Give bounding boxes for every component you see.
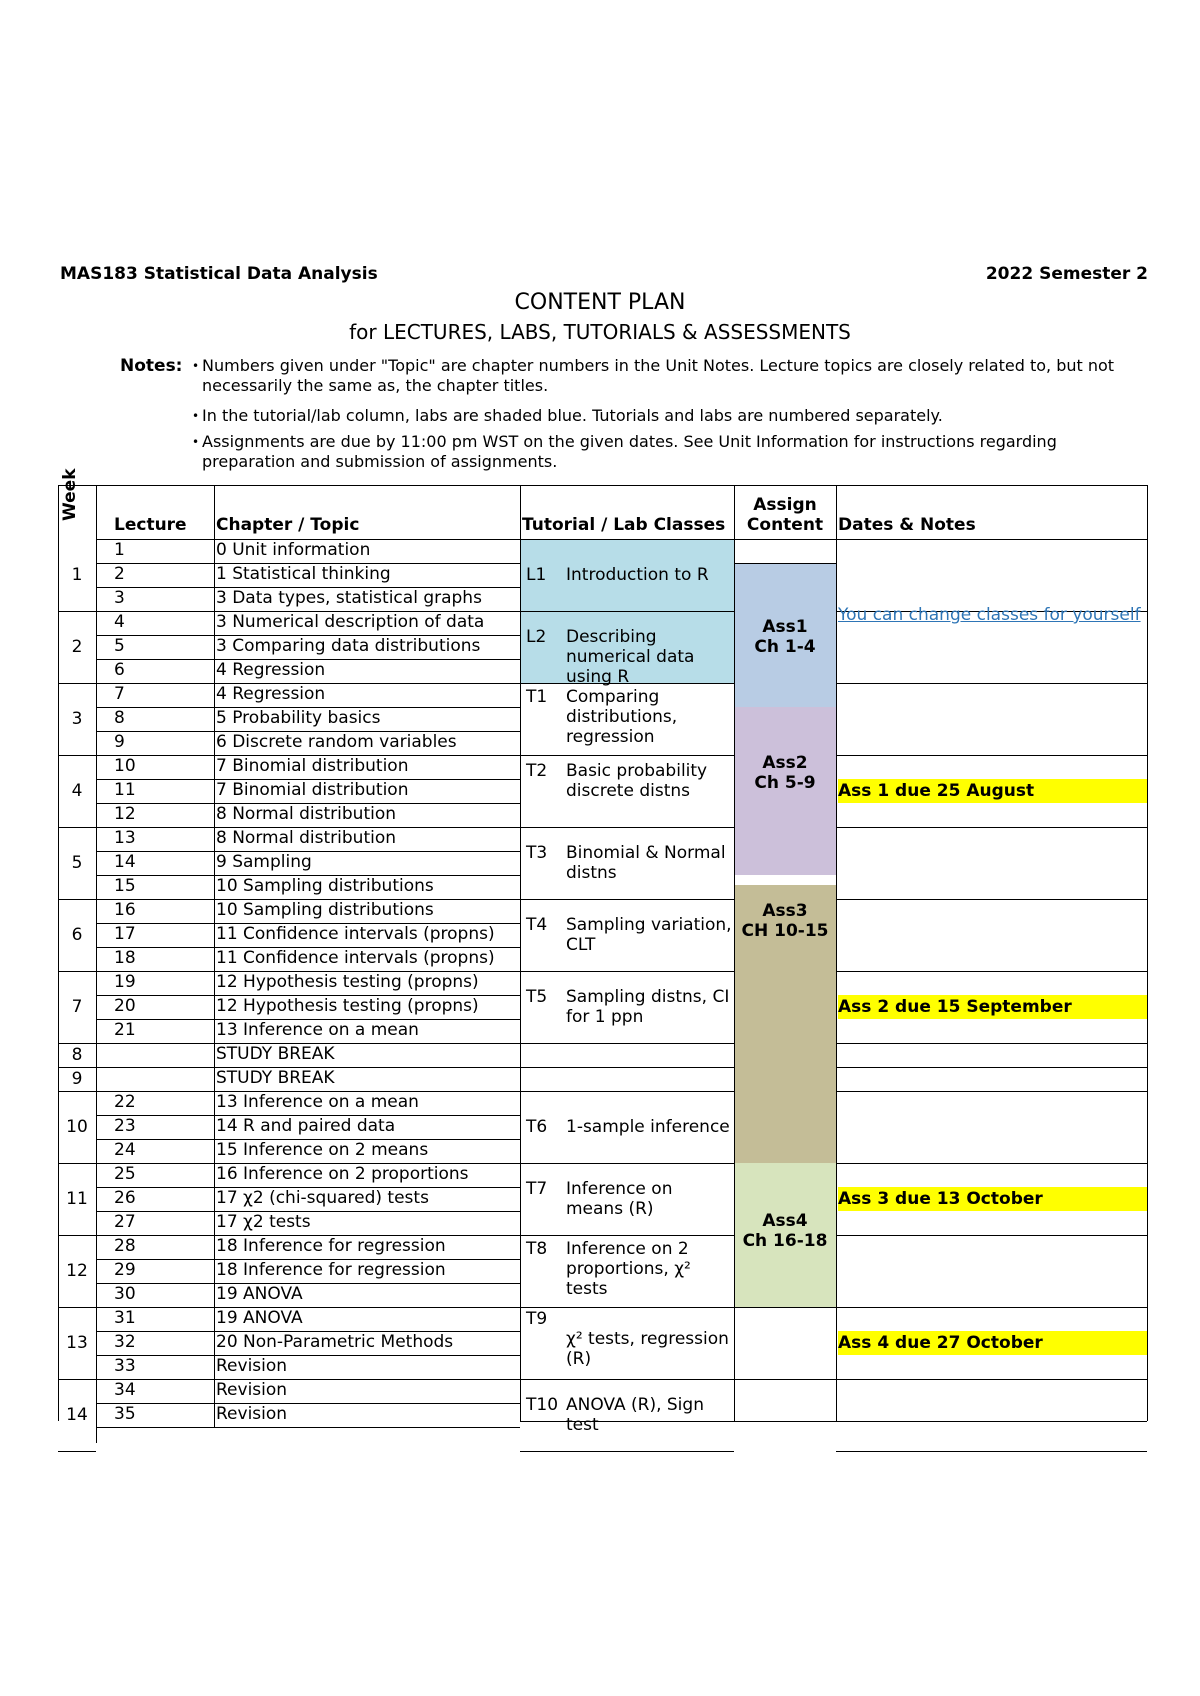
week-line [58, 1091, 96, 1092]
assignment-name: Ass3 [762, 901, 808, 921]
tutorial-code: T2 [526, 761, 548, 781]
topic-cell: 20 Non-Parametric Methods [216, 1332, 454, 1352]
week-line [58, 755, 96, 756]
topic-cell: 8 Normal distribution [216, 828, 397, 848]
week-line [58, 611, 96, 612]
lecture-number: 23 [114, 1116, 136, 1136]
topic-cell: 10 Sampling distributions [216, 900, 434, 920]
assignment-chapters: CH 10-15 [741, 921, 829, 941]
week-number: 1 [71, 565, 83, 585]
topic-cell: 4 Regression [216, 684, 326, 704]
tutorial-code: T6 [526, 1117, 548, 1137]
tutorial-description: Inference on 2 proportions, χ² tests [566, 1239, 691, 1299]
topic-cell: 17 χ2 tests [216, 1212, 311, 1232]
lecture-number: 3 [114, 588, 125, 608]
lecture-number: 11 [114, 780, 136, 800]
topic-cell: 11 Confidence intervals (propns) [216, 924, 495, 944]
lecture-number: 17 [114, 924, 136, 944]
tutorial-cell [526, 627, 732, 687]
tutorial-cell [526, 915, 732, 955]
week-line [58, 1379, 96, 1380]
assignment-due-2: Ass 2 due 15 September [838, 995, 1147, 1019]
lecture-number: 35 [114, 1404, 136, 1424]
topic-cell: 4 Regression [216, 660, 326, 680]
topic-cell: 7 Binomial distribution [216, 780, 409, 800]
tutorial-line [520, 1379, 734, 1380]
lecture-number: 29 [114, 1260, 136, 1280]
notes-line [836, 1043, 1147, 1044]
column-line [58, 485, 59, 1421]
topic-cell: Revision [216, 1356, 288, 1376]
assign-header-2: Content [746, 515, 824, 535]
tutorial-code: T3 [526, 843, 548, 863]
lecture-number: 12 [114, 804, 136, 824]
tutorial-line [520, 1043, 734, 1044]
assignment-due-3: Ass 3 due 13 October [838, 1187, 1147, 1211]
lecture-number: 25 [114, 1164, 136, 1184]
lecture-number: 34 [114, 1380, 136, 1400]
lecture-number: 27 [114, 1212, 136, 1232]
week-number: 8 [71, 1045, 83, 1065]
tutorial-description: Sampling distns, CI for 1 ppn [566, 987, 730, 1027]
lecture-number: 18 [114, 948, 136, 968]
topic-cell: 19 ANOVA [216, 1284, 303, 1304]
tutorial-description: Basic probability discrete distns [566, 761, 708, 801]
tutorial-line [520, 827, 734, 828]
lecture-number: 13 [114, 828, 136, 848]
tutorial-line [520, 755, 734, 756]
tutorial-description: Inference on means (R) [566, 1179, 673, 1219]
lecture-number: 19 [114, 972, 136, 992]
lecture-number: 4 [114, 612, 125, 632]
row-line [96, 1379, 520, 1380]
notes-line [836, 1163, 1147, 1164]
change-classes-link[interactable]: You can change classes for yourself [838, 605, 1141, 625]
lecture-number: 8 [114, 708, 125, 728]
assignment-chapters: Ch 1-4 [754, 637, 816, 657]
tutorial-line [520, 1091, 734, 1092]
page-subtitle: for LECTURES, LABS, TUTORIALS & ASSESSMENTS [349, 320, 851, 344]
tutorial-description: ANOVA (R), Sign test [566, 1395, 704, 1435]
assignment-name: Ass4 [762, 1211, 808, 1231]
notes-line [836, 755, 1147, 756]
week-number: 11 [66, 1189, 88, 1209]
topic-cell: 14 R and paired data [216, 1116, 396, 1136]
tutorial-cell [526, 1239, 732, 1299]
tutorial-line [520, 1307, 734, 1308]
week-number: 9 [71, 1069, 83, 1089]
topic-cell: STUDY BREAK [216, 1044, 335, 1064]
tutorial-code: T5 [526, 987, 548, 1007]
topic-cell: 18 Inference for regression [216, 1260, 446, 1280]
week-number: 5 [71, 853, 83, 873]
lecture-number: 2 [114, 564, 125, 584]
week-line [58, 1067, 96, 1068]
tutorial-cell [526, 1117, 732, 1137]
bullet-icon: • [192, 359, 200, 373]
notes-line [836, 827, 1147, 828]
tutorial-code: T8 [526, 1239, 548, 1259]
row-line [96, 1403, 520, 1404]
tutorial-code: T4 [526, 915, 548, 935]
topic-cell: 18 Inference for regression [216, 1236, 446, 1256]
tutorial-description: Comparing distributions, regression [566, 687, 678, 747]
tutorial-line [520, 1235, 734, 1236]
topic-cell: Revision [216, 1380, 288, 1400]
column-line [214, 485, 215, 1427]
tutorial-cell [526, 687, 732, 747]
topic-cell: 15 Inference on 2 means [216, 1140, 429, 1160]
assign-header-1: Assign [753, 495, 817, 515]
lecture-number: 24 [114, 1140, 136, 1160]
assignment-chapters: Ch 5-9 [754, 773, 816, 793]
lecture-number: 14 [114, 852, 136, 872]
week-number: 6 [71, 925, 83, 945]
notes-line [836, 1451, 1147, 1452]
column-line [1147, 485, 1148, 1421]
tutorial-line [520, 1451, 734, 1452]
week-line [58, 971, 96, 972]
topic-cell: 3 Data types, statistical graphs [216, 588, 482, 608]
week-header: Week [60, 468, 80, 521]
lecture-number: 10 [114, 756, 136, 776]
topic-cell: 7 Binomial distribution [216, 756, 409, 776]
tutorial-cell [526, 1179, 732, 1219]
row-line [96, 1427, 520, 1428]
notes-line [836, 1067, 1147, 1068]
topic-header: Chapter / Topic [216, 515, 360, 535]
week-number: 3 [71, 709, 83, 729]
topic-cell: 8 Normal distribution [216, 804, 397, 824]
topic-cell: 1 Statistical thinking [216, 564, 391, 584]
assign-line [734, 1307, 836, 1308]
tutorial-cell [526, 1309, 732, 1369]
tutorial-description: Describing numerical data using R [566, 627, 695, 687]
week-line [58, 899, 96, 900]
tutorial-code: T10 [526, 1395, 559, 1415]
tutorial-cell [526, 1395, 732, 1435]
tutorial-description: Binomial & Normal distns [566, 843, 726, 883]
lecture-number: 26 [114, 1188, 136, 1208]
topic-cell: STUDY BREAK [216, 1068, 335, 1088]
week-line [58, 827, 96, 828]
tutorial-code: T7 [526, 1179, 548, 1199]
topic-cell: 0 Unit information [216, 540, 371, 560]
assign-line [734, 563, 836, 564]
notes-line [836, 971, 1147, 972]
topic-cell: 10 Sampling distributions [216, 876, 434, 896]
tutorial-description: Introduction to R [566, 565, 709, 585]
lecture-number: 28 [114, 1236, 136, 1256]
tutorial-code: T1 [526, 687, 548, 707]
week-number: 12 [66, 1261, 88, 1281]
lecture-number: 33 [114, 1356, 136, 1376]
week-line [58, 1235, 96, 1236]
tutorial-description: Sampling variation, CLT [566, 915, 732, 955]
table-top-line [58, 485, 1147, 486]
topic-cell: 3 Comparing data distributions [216, 636, 481, 656]
notes-line [836, 1307, 1147, 1308]
tutorial-cell [526, 565, 732, 585]
week-line [58, 1043, 96, 1044]
lecture-number: 22 [114, 1092, 136, 1112]
notes-line [836, 1235, 1147, 1236]
topic-cell: Revision [216, 1404, 288, 1424]
lecture-number: 21 [114, 1020, 136, 1040]
topic-cell: 13 Inference on a mean [216, 1020, 419, 1040]
column-line [836, 485, 837, 1421]
notes-label: Notes: [120, 356, 183, 376]
tutorial-line [520, 683, 734, 684]
topic-cell: 17 χ2 (chi-squared) tests [216, 1188, 429, 1208]
topic-cell: 3 Numerical description of data [216, 612, 485, 632]
row-line [96, 1283, 520, 1284]
week-line [58, 1307, 96, 1308]
assignment-due-1: Ass 1 due 25 August [838, 779, 1147, 803]
topic-cell: 5 Probability basics [216, 708, 381, 728]
lecture-number: 32 [114, 1332, 136, 1352]
tutorial-cell [526, 761, 732, 821]
lecture-number: 20 [114, 996, 136, 1016]
topic-cell: 12 Hypothesis testing (propns) [216, 972, 479, 992]
dates-header: Dates & Notes [838, 515, 976, 535]
tutorial-header: Tutorial / Lab Classes [522, 515, 726, 535]
page-title: CONTENT PLAN [514, 290, 686, 315]
topic-cell: 19 ANOVA [216, 1308, 303, 1328]
notes-line [836, 683, 1147, 684]
week-number: 7 [71, 997, 83, 1017]
week-line [58, 1451, 96, 1452]
note-3: • Assignments are due by 11:00 pm WST on the given dates. See Unit Information for instructions regarding preparation and submission of assignments. [192, 432, 1057, 471]
lecture-number: 1 [114, 540, 125, 560]
note-1: • Numbers given under "Topic" are chapter numbers in the Unit Notes. Lecture topics are closely related to, but not necessarily the same as, the chapter titles. [192, 356, 1115, 395]
course-title: MAS183 Statistical Data Analysis [60, 264, 378, 284]
week-line [58, 683, 96, 684]
note-2: • In the tutorial/lab column, labs are shaded blue. Tutorials and labs are numbered separately. [192, 406, 943, 425]
bullet-icon: • [192, 409, 200, 423]
tutorial-code: L2 [526, 627, 547, 647]
column-line [96, 485, 97, 1443]
tutorial-line [520, 611, 734, 612]
lecture-number: 30 [114, 1284, 136, 1304]
content-plan-table [58, 468, 1147, 1443]
assignment-chapters: Ch 16-18 [742, 1231, 828, 1251]
assignment-name: Ass2 [762, 753, 808, 773]
bullet-icon: • [192, 435, 200, 449]
tutorial-line [520, 971, 734, 972]
week-line [58, 1163, 96, 1164]
tutorial-line [520, 1067, 734, 1068]
column-line [734, 485, 735, 1421]
week-number: 4 [71, 781, 83, 801]
lecture-header: Lecture [114, 515, 187, 535]
topic-cell: 16 Inference on 2 proportions [216, 1164, 469, 1184]
row-line [96, 1355, 520, 1356]
week-number: 2 [71, 637, 83, 657]
lecture-number: 7 [114, 684, 125, 704]
week-number: 14 [66, 1405, 88, 1425]
tutorial-code: T9 [526, 1309, 548, 1329]
assignment-name: Ass1 [762, 617, 808, 637]
topic-cell: 6 Discrete random variables [216, 732, 457, 752]
notes-line [836, 1379, 1147, 1380]
table-bottom-line [520, 1421, 1147, 1422]
notes-line [836, 899, 1147, 900]
notes-line [836, 1091, 1147, 1092]
tutorial-cell [526, 843, 732, 883]
tutorial-code: L1 [526, 565, 547, 585]
week-number: 10 [66, 1117, 88, 1137]
lecture-number: 5 [114, 636, 125, 656]
lecture-number: 6 [114, 660, 125, 680]
topic-cell: 12 Hypothesis testing (propns) [216, 996, 479, 1016]
tutorial-line [520, 899, 734, 900]
header-bottom-line [96, 539, 1147, 540]
tutorial-description: 1-sample inference [566, 1117, 730, 1137]
tutorial-description: χ² tests, regression (R) [566, 1329, 729, 1369]
lecture-number: 9 [114, 732, 125, 752]
lecture-number: 15 [114, 876, 136, 896]
assignment-due-4: Ass 4 due 27 October [838, 1331, 1147, 1355]
row-line [96, 1307, 520, 1308]
tutorial-line [520, 1163, 734, 1164]
lecture-number: 16 [114, 900, 136, 920]
semester-label: 2022 Semester 2 [985, 264, 1148, 284]
topic-cell: 9 Sampling [216, 852, 312, 872]
lecture-number: 31 [114, 1308, 136, 1328]
topic-cell: 11 Confidence intervals (propns) [216, 948, 495, 968]
column-line [520, 485, 521, 1421]
topic-cell: 13 Inference on a mean [216, 1092, 419, 1112]
week-number: 13 [66, 1333, 88, 1353]
assign-line [734, 1379, 836, 1380]
tutorial-cell [526, 987, 732, 1027]
